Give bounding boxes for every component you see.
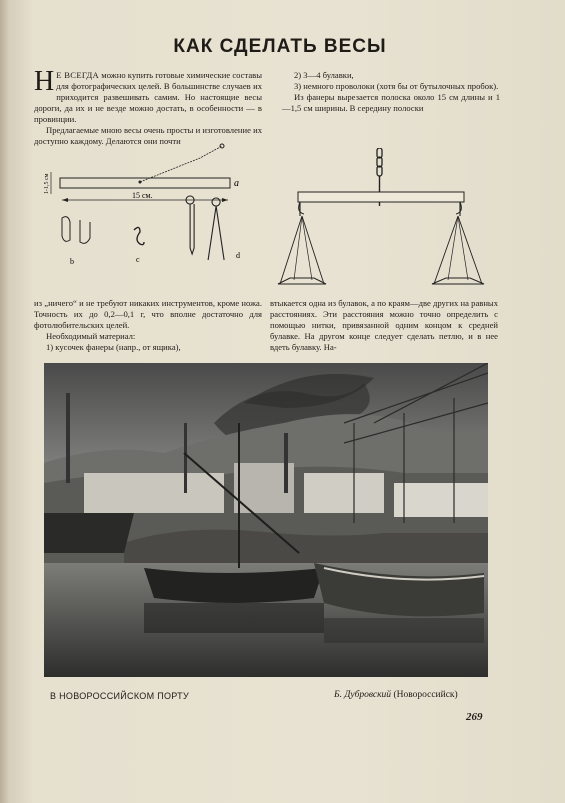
label-b: b	[70, 257, 74, 266]
pin-loop-1	[62, 217, 70, 242]
plywood-strip	[60, 178, 230, 188]
list-item-1: 1) кусочек фанеры (напр., от ящика),	[46, 342, 181, 352]
figure-scale	[272, 148, 492, 298]
figure-parts	[40, 140, 270, 270]
list-item-3: 3) немного проволоки (хотя бы от бутылочных пробок).	[294, 81, 499, 91]
photo-credit	[334, 690, 458, 700]
port-photograph	[44, 363, 488, 677]
right-pan	[432, 278, 484, 284]
label-c: c	[136, 255, 140, 264]
paragraph-strip: Из фанеры вырезается полоска около 15 см длины и 1—1,5 см ширины. В середину полоски	[282, 92, 500, 113]
column-1-top	[34, 66, 263, 147]
photo-illustration	[44, 363, 488, 677]
materials-heading: Необходимый материал:	[46, 331, 136, 341]
paragraph-2: Предлагаемые мною весы очень просты и изготовление их доступно каждому. Делаются они почти	[34, 125, 262, 146]
column-1-bottom	[34, 298, 262, 353]
list-item-2: 2) 3—4 булавки,	[294, 70, 354, 80]
page-number: 269	[466, 711, 483, 723]
photo-caption: В НОВОРОССИЙСКОМ ПОРТУ	[50, 691, 189, 701]
label-a: a	[234, 178, 239, 189]
column-2-bottom	[270, 298, 498, 353]
photo-author: Б. Дубровский	[334, 690, 392, 700]
hook	[134, 227, 144, 244]
lead-caps: Е ВСЕГДА	[56, 70, 100, 80]
paragraph-pins: втыкается одна из булавок, а по краям—две других на равных расстояниях. Эти расстояния можно точно определить с помощью нитки, привязанной одним концом к средней булавке. На другом конце следует сделать петлю, и в нее вдеть булавку. На-	[270, 298, 498, 352]
dim-length: 15 см.	[132, 191, 153, 200]
scale-beam	[298, 192, 464, 202]
article-title: КАК СДЕЛАТЬ ВЕСЫ	[173, 36, 387, 57]
thread-line	[140, 146, 222, 182]
wire-holder-2	[208, 198, 224, 260]
paragraph-3: из „ничего“ и не требуют никаких инструментов, кроме ножа. Точность их до 0,2—0,1 г, что вполне достаточно для фотолюбительских целей.	[34, 298, 262, 330]
drop-cap: Н	[34, 66, 55, 97]
left-pan	[278, 278, 326, 284]
pin-loop-2	[80, 220, 90, 243]
paragraph-intro	[34, 66, 263, 125]
wire-holder-1	[186, 196, 194, 254]
binding-edge	[0, 0, 10, 803]
photo-city: (Новороссийск)	[393, 690, 458, 700]
column-2-top	[282, 70, 500, 114]
intro-text: можно купить готовые химические составы для фотографических целей. В большинстве случаев их приходится развешивать самим. Но настоящие весы дороги, да их и не везде можно достать, в особенности — в провинции.	[34, 70, 263, 124]
label-d: d	[236, 251, 240, 260]
dim-height: 1-1,5 см	[44, 173, 50, 194]
